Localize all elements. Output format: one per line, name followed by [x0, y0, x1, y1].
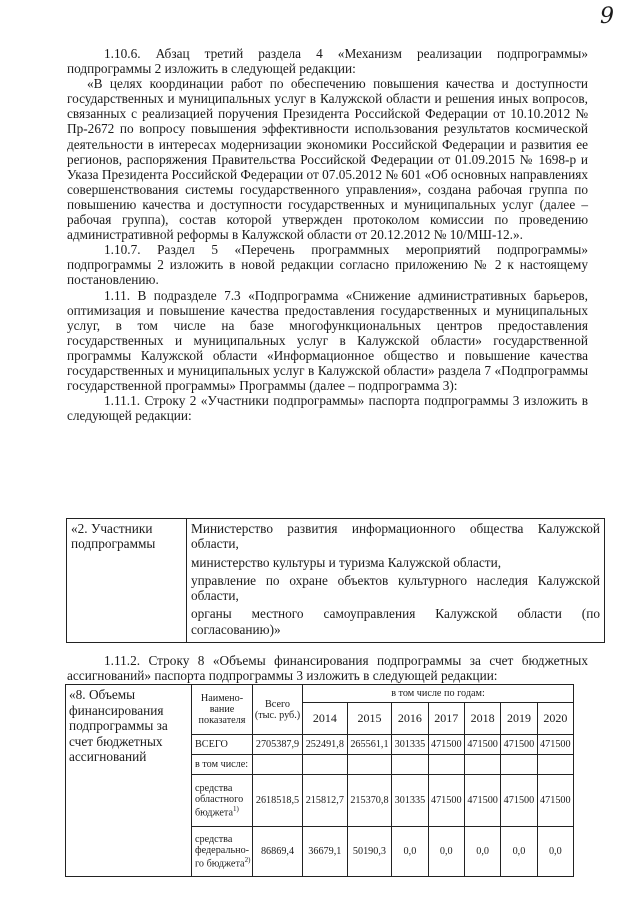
header-total: Всего (тыс. руб.) [253, 685, 303, 735]
cell-value: 471500 [428, 775, 464, 827]
cell-value [303, 755, 348, 775]
row-name: в том числе: [192, 755, 253, 775]
paragraph-1-10-6: 1.10.6. Абзац третий раздела 4 «Механизм реализации подпрограммы» подпрограммы 2 изложить в следующей редакции: [67, 46, 588, 77]
participants-list [187, 519, 605, 643]
row-name: средства областного бюджета$^{1)}$ [192, 775, 253, 827]
cell-value: 471500 [464, 735, 500, 755]
cell-value: 0,0 [537, 827, 573, 877]
cell-value: 0,0 [428, 827, 464, 877]
paragraph-1-11-1: 1.11.1. Строку 2 «Участники подпрограммы» паспорта подпрограммы 3 изложить в следующей редакции: [67, 393, 588, 424]
body-text [67, 46, 588, 423]
paragraph-1-11-2: 1.11.2. Строку 8 «Объемы финансирования подпрограммы за счет бюджетных ассигнований» паспорта подпрограммы 3 изложить в следующей редакции: [67, 653, 588, 684]
cell-value: 471500 [537, 775, 573, 827]
cell-value: 265561,1 [347, 735, 392, 755]
header-year: 2016 [392, 703, 428, 735]
cell-value [428, 755, 464, 775]
cell-value: 50190,3 [347, 827, 392, 877]
paragraph-1-10-7: 1.10.7. Раздел 5 «Перечень программных мероприятий подпрограммы» подпрограммы 2 изложить в новой редакции согласно приложению № 2 к настоящему постановлению. [67, 242, 588, 288]
cell-value: 471500 [537, 735, 573, 755]
row-total: 2618518,5 [253, 775, 303, 827]
row-total [253, 755, 303, 775]
cell-value: 215812,7 [303, 775, 348, 827]
paragraph-1-11: 1.11. В подразделе 7.3 «Подпрограмма «Снижение административных барьеров, оптимизация и повышение качества предоставления государственных и муниципальных услуг, в том числе на базе многофункциональных центров предоставления государственных и муниципальных услуг в Калужской области» государственной программы Калужской области «Информационное общество и повышение качества государственных и муниципальных услуг в Калужской области» раздела 7 «Подпрограммы государственной программы» Программы (далее – подпрограмма 3): [67, 287, 588, 394]
cell-value: 36679,1 [303, 827, 348, 877]
header-years-group: в том числе по годам: [303, 685, 574, 703]
participant-item: министерство культуры и туризма Калужской области, [191, 554, 502, 570]
financing-table [65, 684, 574, 877]
cell-value: 471500 [501, 775, 537, 827]
participant-item: управление по охране объектов культурного наследия Калужской области, [191, 572, 600, 604]
cell-value: 252491,8 [303, 735, 348, 755]
row-total: 86869,4 [253, 827, 303, 877]
cell-value [537, 755, 573, 775]
row-total: 2705387,9 [253, 735, 303, 755]
cell-value [464, 755, 500, 775]
page-number: 9 [600, 4, 614, 29]
cell-value: 471500 [501, 735, 537, 755]
cell-value: 301335 [392, 735, 428, 755]
cell-value: 0,0 [392, 827, 428, 877]
participant-item: Министерство развития информационного общества Калужской области, [191, 521, 600, 552]
participants-table [66, 518, 605, 643]
cell-value [501, 755, 537, 775]
cell-value: 471500 [464, 775, 500, 827]
cell-value: 0,0 [501, 827, 537, 877]
cell-value: 0,0 [464, 827, 500, 877]
row-name: средства федерально-го бюджета$^{2)}$ [192, 827, 253, 877]
row8-intro [67, 653, 588, 683]
header-year: 2020 [537, 703, 573, 735]
cell-value: 471500 [428, 735, 464, 755]
financing-label: «8. Объемы финансирования подпрограммы за счет бюджетных ассигнований [66, 685, 192, 877]
participants-label: «2. Участники подпрограммы [67, 519, 187, 643]
header-year: 2017 [428, 703, 464, 735]
cell-value: 301335 [392, 775, 428, 827]
cell-value [392, 755, 428, 775]
header-year: 2018 [464, 703, 500, 735]
participant-item: органы местного самоуправления Калужской области (по согласованию)» [191, 606, 600, 637]
header-year: 2014 [303, 703, 348, 735]
cell-value [347, 755, 392, 775]
header-year: 2019 [501, 703, 537, 735]
row-name: ВСЕГО [192, 735, 253, 755]
header-name: Наимено-вание показателя [192, 685, 253, 735]
cell-value: 215370,8 [347, 775, 392, 827]
header-year: 2015 [347, 703, 392, 735]
paragraph-quote: «В целях координации работ по обеспечению повышения качества и доступности государственных и муниципальных услуг в Калужской области и решения иных вопросов, связанных с реализацией поручения Президента Российской Федерации от 10.10.2012 № Пр-2672 по вопросу повышения эффективности использования результатов космической деятельности в интересах модернизации экономики Российской Федерации и развития ее регионов, распоряжения Правительства Российской Федерации от 01.09.2015 № 1698-р и Указа Президента Российской Федерации от 07.05.2012 № 601 «Об основных направлениях совершенствования системы государственного управления», создана рабочая группа по повышению качества и доступности государственных и муниципальных услуг (далее – рабочая группа), состав которой утвержден протоколом комиссии по проведению административной реформы в Калужской области от 20.12.2012 № 10/МШ-12.». [67, 76, 589, 243]
